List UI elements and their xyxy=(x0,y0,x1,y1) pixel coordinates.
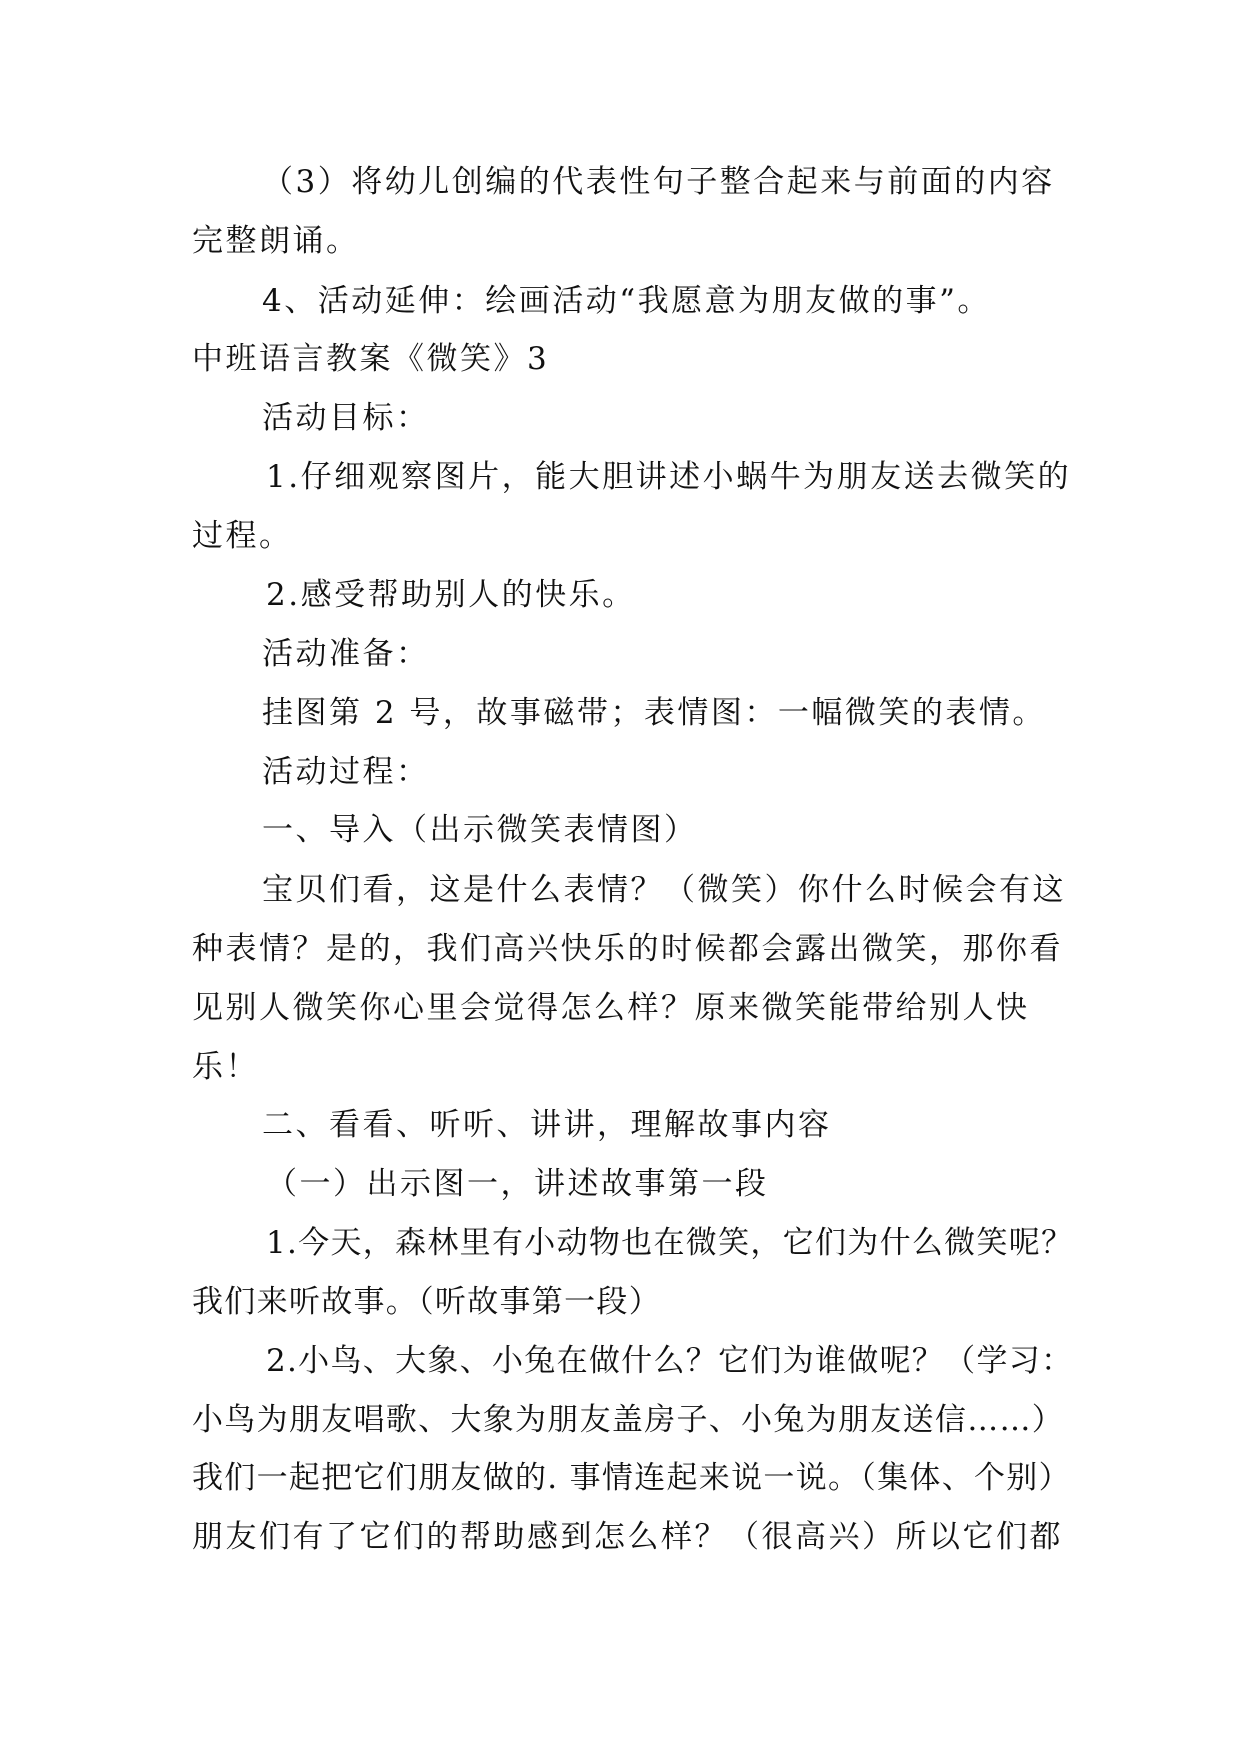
paragraph-line: 挂图第 2 号，故事磁带；表情图：一幅微笑的表情。 xyxy=(262,695,1046,731)
subheading: 活动准备： xyxy=(262,636,430,672)
paragraph-line: 我们一起把它们朋友做的. 事情连起来说一说。（集体、个别） xyxy=(192,1460,1071,1496)
subheading: 二、看看、听听、讲讲，理解故事内容 xyxy=(262,1107,832,1143)
paragraph-line: 4、活动延伸：绘画活动“我愿意为朋友做的事”。 xyxy=(262,283,991,319)
section-heading: 中班语言教案《微笑》3 xyxy=(192,341,550,377)
paragraph-line: 1.今天，森林里有小动物也在微笑，它们为什么微笑呢？ xyxy=(266,1225,1074,1261)
paragraph-line: 见别人微笑你心里会觉得怎么样？原来微笑能带给别人快 xyxy=(192,990,1030,1026)
paragraph-line: 乐！ xyxy=(192,1049,259,1085)
subheading: 一、导入（出示微笑表情图） xyxy=(262,812,698,848)
subheading: 活动过程： xyxy=(262,754,430,790)
subheading: （一）出示图一，讲述故事第一段 xyxy=(266,1166,769,1202)
paragraph-line: 2.小鸟、大象、小兔在做什么？它们为谁做呢？（学习： xyxy=(266,1343,1074,1379)
paragraph-line: （3）将幼儿创编的代表性句子整合起来与前面的内容 xyxy=(262,164,1055,200)
paragraph-line: 2.感受帮助别人的快乐。 xyxy=(266,577,636,613)
paragraph-line: 我们来听故事。（听故事第一段） xyxy=(192,1284,661,1320)
paragraph-line: 宝贝们看，这是什么表情？（微笑）你什么时候会有这 xyxy=(262,872,1066,908)
paragraph-line: 朋友们有了它们的帮助感到怎么样？（很高兴）所以它们都 xyxy=(192,1519,1063,1555)
paragraph-line: 过程。 xyxy=(192,518,293,554)
paragraph-line: 完整朗诵。 xyxy=(192,223,360,259)
paragraph-line: 1.仔细观察图片，能大胆讲述小蜗牛为朋友送去微笑的 xyxy=(266,459,1072,495)
paragraph-line: 小鸟为朋友唱歌、大象为朋友盖房子、小兔为朋友送信……） xyxy=(192,1402,1065,1438)
subheading: 活动目标： xyxy=(262,400,430,436)
paragraph-line: 种表情？是的，我们高兴快乐的时候都会露出微笑，那你看 xyxy=(192,931,1063,967)
